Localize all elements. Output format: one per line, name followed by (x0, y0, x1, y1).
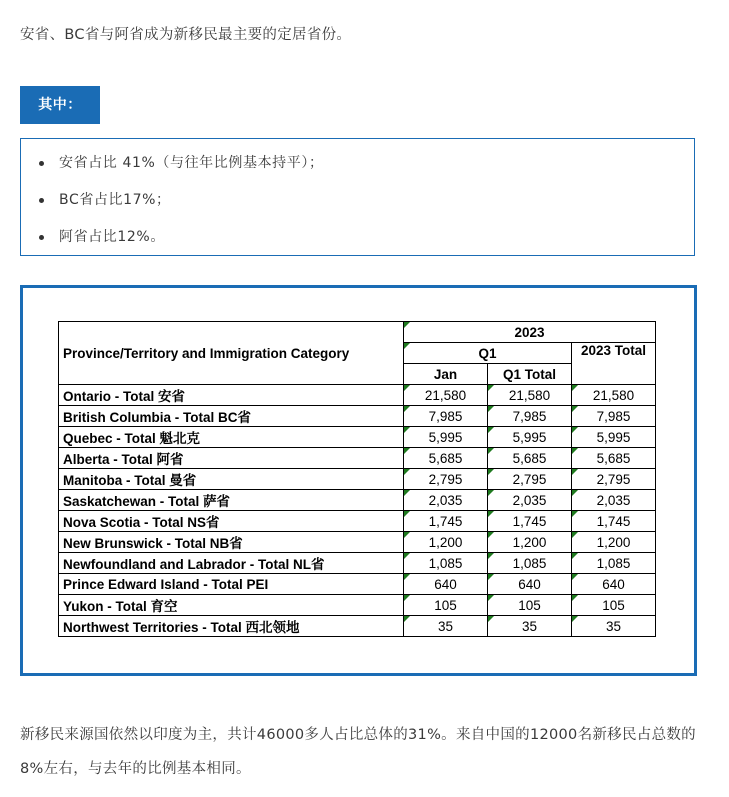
row-label: Quebec - Total 魁北克 (59, 427, 404, 448)
row-label: British Columbia - Total BC省 (59, 406, 404, 427)
cell-2023-total: 5,685 (572, 448, 656, 469)
table-row (59, 448, 656, 469)
header-jan: Jan (404, 364, 488, 385)
table-body (59, 385, 656, 637)
cell-jan: 7,985 (404, 406, 488, 427)
bullet-item-alberta: 阿省占比12%。 (21, 219, 694, 256)
province-table (58, 321, 656, 637)
cell-jan: 5,995 (404, 427, 488, 448)
table-row (59, 595, 656, 616)
cell-q1-total: 1,745 (488, 511, 572, 532)
cell-jan: 2,795 (404, 469, 488, 490)
header-year: 2023 (404, 322, 656, 343)
cell-jan: 2,035 (404, 490, 488, 511)
cell-q1-total: 1,085 (488, 553, 572, 574)
cell-q1-total: 5,685 (488, 448, 572, 469)
cell-jan: 105 (404, 595, 488, 616)
table-row (59, 511, 656, 532)
cell-q1-total: 35 (488, 616, 572, 637)
bullet-item-ontario: 安省占比 41%（与往年比例基本持平）； (21, 145, 694, 182)
cell-jan: 1,200 (404, 532, 488, 553)
cell-jan: 640 (404, 574, 488, 595)
header-q1: Q1 (404, 343, 572, 364)
cell-2023-total: 5,995 (572, 427, 656, 448)
row-label: Saskatchewan - Total 萨省 (59, 490, 404, 511)
cell-q1-total: 1,200 (488, 532, 572, 553)
bullet-list (21, 139, 694, 256)
table-row (59, 427, 656, 448)
cell-2023-total: 105 (572, 595, 656, 616)
table-row (59, 553, 656, 574)
cell-jan: 1,085 (404, 553, 488, 574)
cell-jan: 1,745 (404, 511, 488, 532)
row-label: Prince Edward Island - Total PEI (59, 574, 404, 595)
row-label: Manitoba - Total 曼省 (59, 469, 404, 490)
cell-q1-total: 640 (488, 574, 572, 595)
table-figure (20, 285, 697, 676)
section-label: 其中： (20, 86, 100, 124)
cell-2023-total: 1,085 (572, 553, 656, 574)
cell-2023-total: 7,985 (572, 406, 656, 427)
table-row (59, 385, 656, 406)
cell-jan: 35 (404, 616, 488, 637)
header-2023-total: 2023 Total (572, 343, 656, 385)
row-label: Nova Scotia - Total NS省 (59, 511, 404, 532)
cell-2023-total: 2,035 (572, 490, 656, 511)
bullet-box (20, 138, 695, 256)
outro-paragraph: 新移民来源国依然以印度为主，共计46000多人占比总体的31%。来自中国的12000名新移民占总数的8%左右，与去年的比例基本相同。 (20, 727, 696, 777)
cell-q1-total: 2,035 (488, 490, 572, 511)
table-row (59, 574, 656, 595)
row-label: Newfoundland and Labrador - Total NL省 (59, 553, 404, 574)
header-category: Province/Territory and Immigration Category (59, 322, 404, 385)
table-row (59, 406, 656, 427)
cell-2023-total: 21,580 (572, 385, 656, 406)
table-row (59, 532, 656, 553)
row-label: Ontario - Total 安省 (59, 385, 404, 406)
cell-q1-total: 21,580 (488, 385, 572, 406)
intro-paragraph: 安省、BC省与阿省成为新移民最主要的定居省份。 (20, 27, 352, 43)
row-label: Alberta - Total 阿省 (59, 448, 404, 469)
header-q1-total: Q1 Total (488, 364, 572, 385)
cell-2023-total: 640 (572, 574, 656, 595)
cell-2023-total: 35 (572, 616, 656, 637)
table-row (59, 616, 656, 637)
cell-q1-total: 105 (488, 595, 572, 616)
cell-q1-total: 2,795 (488, 469, 572, 490)
cell-q1-total: 7,985 (488, 406, 572, 427)
row-label: Yukon - Total 育空 (59, 595, 404, 616)
cell-2023-total: 1,200 (572, 532, 656, 553)
cell-q1-total: 5,995 (488, 427, 572, 448)
bullet-item-bc: BC省占比17%； (21, 182, 694, 219)
cell-2023-total: 1,745 (572, 511, 656, 532)
table-row (59, 469, 656, 490)
cell-2023-total: 2,795 (572, 469, 656, 490)
row-label: New Brunswick - Total NB省 (59, 532, 404, 553)
cell-jan: 21,580 (404, 385, 488, 406)
row-label: Northwest Territories - Total 西北领地 (59, 616, 404, 637)
table-row (59, 490, 656, 511)
cell-jan: 5,685 (404, 448, 488, 469)
